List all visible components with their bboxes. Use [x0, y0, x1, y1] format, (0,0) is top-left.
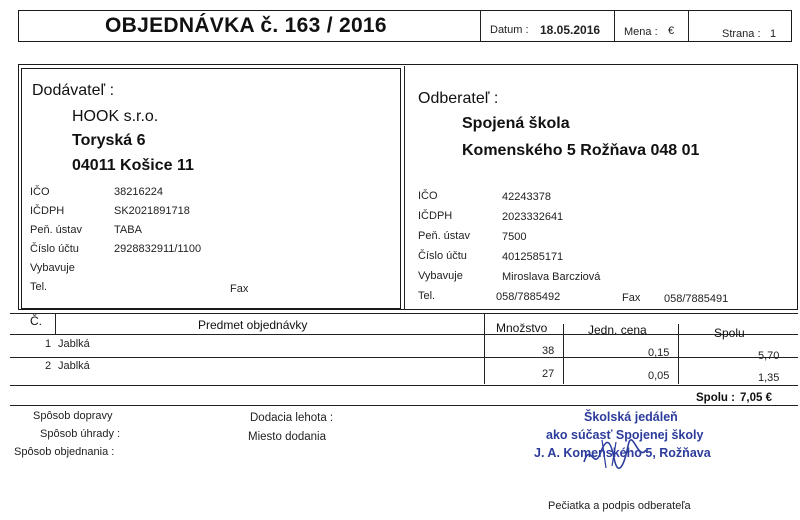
strana-value: 1: [770, 28, 777, 40]
row-total: 5,70: [758, 350, 780, 362]
signature-label: Pečiatka a podpis odberateľa: [548, 500, 691, 512]
supplier-icdph-value: SK2021891718: [114, 205, 190, 217]
supplier-ico-value: 38216224: [114, 186, 163, 198]
supplier-account-value: 2928832911/1100: [114, 243, 202, 255]
customer-icdph-value: 2023332641: [502, 211, 564, 223]
table-bottom-line: [10, 385, 798, 386]
customer-account-label: Číslo účtu: [418, 250, 467, 262]
row-price: 0,15: [648, 347, 670, 359]
order-method-label: Spôsob objednania :: [14, 446, 115, 458]
mena-label: Mena :: [624, 26, 658, 38]
col-header-price: Jedn. cena: [588, 323, 647, 337]
footer-top-line: [10, 405, 798, 406]
delivery-place-label: Miesto dodania: [248, 431, 326, 443]
table-divider: [678, 324, 679, 384]
customer-tel-label: Tel.: [418, 290, 436, 302]
supplier-name: HOOK s.r.o.: [72, 108, 159, 125]
supplier-street: Toryská 6: [72, 132, 146, 149]
customer-bank-label: Peň. ústav: [418, 230, 470, 242]
table-divider: [484, 314, 485, 384]
supplier-fax-label: Fax: [230, 283, 249, 295]
row-total: 1,35: [758, 372, 780, 384]
customer-contact-label: Vybavuje: [418, 270, 463, 282]
table-divider: [563, 324, 564, 384]
supplier-contact-label: Vybavuje: [30, 262, 75, 274]
customer-address: Komenského 5 Rožňava 048 01: [462, 142, 700, 159]
stamp-line-3: J. A. Komenského 5, Rožňava: [534, 446, 711, 460]
document-title: OBJEDNÁVKA č. 163 / 2016: [105, 14, 387, 37]
header-divider: [614, 11, 615, 41]
delivery-time-label: Dodacia lehota :: [250, 412, 334, 424]
customer-bank-value: 7500: [502, 231, 527, 243]
sum-value: 7,05 €: [740, 392, 772, 404]
row-qty: 27: [542, 368, 555, 380]
supplier-bank-value: TABA: [114, 224, 142, 236]
table-divider: [55, 314, 56, 334]
table-row-line: [10, 357, 798, 358]
customer-icdph-label: IČDPH: [418, 210, 453, 222]
customer-name: Spojená škola: [462, 115, 570, 132]
customer-heading: Odberateľ :: [418, 90, 499, 107]
customer-tel-value: 058/7885492: [496, 291, 561, 303]
signature-scribble: [580, 432, 660, 472]
strana-label: Strana :: [722, 28, 761, 40]
supplier-city: 04011 Košice 11: [72, 157, 194, 174]
supplier-tel-label: Tel.: [30, 281, 48, 293]
supplier-box: [21, 68, 401, 309]
customer-ico-label: IČO: [418, 190, 438, 202]
col-header-total: Spolu: [714, 326, 745, 340]
payment-method-label: Spôsob úhrady :: [40, 428, 121, 440]
header-divider: [480, 11, 481, 41]
customer-fax-label: Fax: [622, 292, 641, 304]
row-price: 0,05: [648, 370, 670, 382]
sum-label: Spolu :: [696, 392, 735, 404]
col-header-no: Č.: [30, 314, 42, 328]
stamp-line-2: ako súčasť Spojenej školy: [546, 428, 704, 442]
supplier-ico-label: IČO: [30, 186, 50, 198]
table-header-line: [10, 334, 798, 335]
customer-ico-value: 42243378: [502, 191, 551, 203]
supplier-heading: Dodávateľ :: [32, 82, 115, 99]
supplier-account-label: Číslo účtu: [30, 243, 79, 255]
supplier-icdph-label: IČDPH: [30, 205, 65, 217]
col-header-qty: Množstvo: [496, 321, 548, 335]
col-header-item: Predmet objednávky: [198, 318, 308, 332]
customer-account-value: 4012585171: [502, 251, 564, 263]
row-number: 2: [45, 360, 52, 372]
delivery-method-label: Spôsob dopravy: [33, 410, 113, 422]
datum-value: 18.05.2016: [540, 23, 601, 37]
mena-value: €: [668, 25, 675, 37]
row-qty: 38: [542, 345, 555, 357]
table-top-line: [10, 313, 798, 314]
row-item: Jablká: [58, 338, 90, 350]
stamp-line-1: Školská jedáleň: [584, 410, 678, 424]
customer-contact-value: Miroslava Barcziová: [502, 271, 601, 283]
parties-divider: [404, 66, 405, 310]
row-item: Jablká: [58, 360, 90, 372]
header-divider: [688, 11, 689, 41]
customer-fax-value: 058/7885491: [664, 293, 729, 305]
row-number: 1: [45, 338, 52, 350]
datum-label: Datum :: [490, 24, 529, 36]
supplier-bank-label: Peň. ústav: [30, 224, 82, 236]
